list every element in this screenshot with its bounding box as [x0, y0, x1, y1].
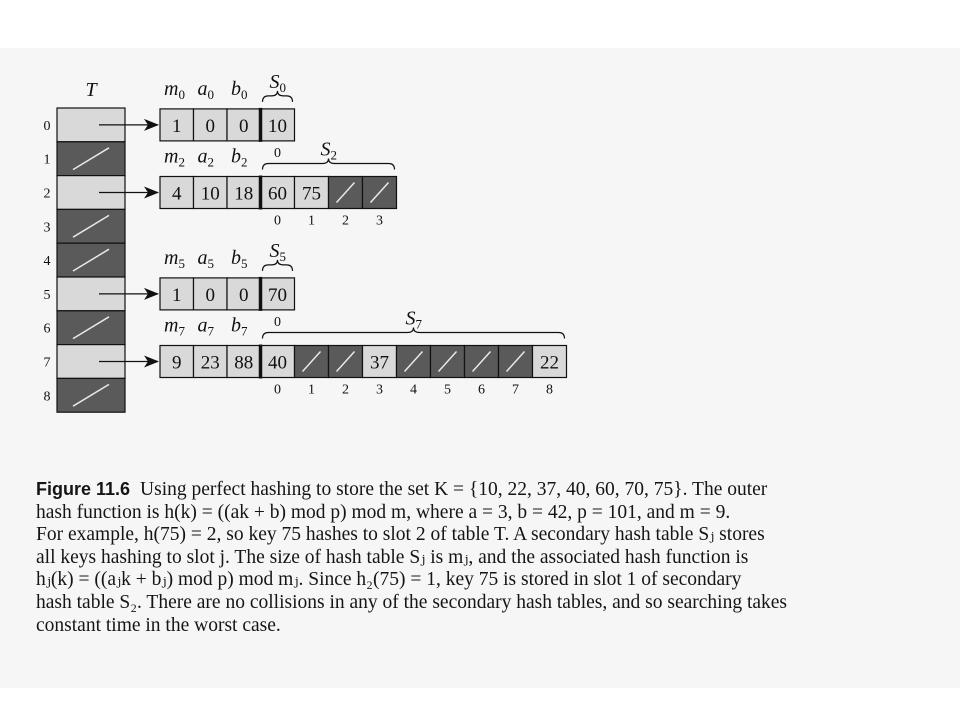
caption-line-1	[36, 478, 956, 502]
secondary-table-label-s5: $S_5$	[269, 239, 286, 264]
caption-label: Figure 11.6	[36, 479, 131, 499]
param-value-s2-0: 4	[172, 183, 182, 205]
slot-index-s7-2: 2	[342, 382, 349, 398]
param-label-a5: $a_5$	[197, 246, 214, 271]
page-background	[0, 48, 960, 688]
param-label-m0: $m_0$	[164, 77, 185, 102]
slot-value-s7-3: 37	[370, 352, 389, 374]
figure-caption	[36, 478, 956, 637]
param-label-a7: $a_7$	[197, 314, 214, 339]
outer-row-index-4: 4	[43, 254, 51, 270]
param-label-m7: $m_7$	[164, 314, 185, 339]
slot-value-s2-0: 60	[268, 183, 287, 205]
param-value-s0-2: 0	[239, 115, 249, 137]
caption-line-5: hⱼ(k) = ((aⱼk + bⱼ) mod p) mod mⱼ. Since h₂(75) = 1, key 75 is stored in slot 1 of secondary	[36, 569, 742, 591]
outer-row-index-8: 8	[43, 389, 51, 405]
slot-value-s7-0: 40	[268, 352, 287, 374]
outer-row-index-5: 5	[43, 287, 51, 303]
param-value-s7-1: 23	[200, 352, 220, 374]
slot-index-s7-5: 5	[444, 382, 451, 398]
perfect-hashing-figure	[0, 48, 960, 508]
slot-index-s7-8: 8	[546, 382, 553, 398]
param-value-s7-2: 88	[234, 352, 254, 374]
param-value-s2-1: 10	[200, 183, 220, 205]
slot-index-s7-1: 1	[308, 382, 315, 398]
caption-line-6: hash table S₂. There are no collisions in any of the secondary hash tables, and so searching takes	[36, 591, 788, 613]
param-label-b5: $b_5$	[231, 246, 248, 271]
slot-index-s7-7: 7	[512, 382, 519, 398]
slot-value-s7-8: 22	[540, 352, 559, 374]
param-label-a2: $a_2$	[197, 145, 214, 170]
secondary-table-label-s7: $S_7$	[405, 307, 422, 332]
slot-value-s5-0: 70	[268, 284, 287, 306]
param-label-m2: $m_2$	[164, 145, 185, 170]
param-label-b0: $b_0$	[231, 77, 248, 102]
param-value-s0-0: 1	[172, 115, 182, 137]
caption-line-3: For example, h(75) = 2, so key 75 hashes to slot 2 of table T. A secondary hash table Sⱼ stores	[36, 524, 765, 546]
param-value-s5-0: 1	[172, 284, 182, 306]
secondary-table-label-s2: $S_2$	[320, 138, 337, 163]
figure-svg	[0, 48, 960, 468]
caption-text-1: Using perfect hashing to store the set K = {10, 22, 37, 40, 60, 70, 75}. The outer	[140, 479, 768, 500]
param-value-s0-1: 0	[205, 115, 215, 137]
caption-line-2: hash function is h(k) = ((ak + b) mod p) mod m, where a = 3, b = 42, p = 101, and m = 9.	[36, 501, 731, 523]
slot-index-s5-0: 0	[274, 314, 281, 330]
slot-index-s7-4: 4	[410, 382, 417, 398]
caption-line-7: constant time in the worst case.	[36, 614, 281, 636]
slot-index-s7-3: 3	[376, 382, 383, 398]
slot-index-s7-0: 0	[274, 382, 281, 398]
outer-table-label: T	[85, 79, 97, 101]
slot-index-s2-0: 0	[274, 213, 281, 229]
param-label-b2: $b_2$	[231, 145, 248, 170]
param-value-s2-2: 18	[234, 183, 254, 205]
outer-row-index-7: 7	[43, 355, 51, 371]
outer-row-index-1: 1	[43, 152, 51, 168]
param-label-a0: $a_0$	[197, 77, 214, 102]
outer-row-index-0: 0	[43, 118, 51, 134]
param-value-s5-1: 0	[205, 284, 215, 306]
param-label-m5: $m_5$	[164, 246, 185, 271]
param-value-s7-0: 9	[172, 352, 182, 374]
slot-value-s0-0: 10	[268, 115, 287, 137]
slot-index-s7-6: 6	[478, 382, 485, 398]
slot-index-s2-2: 2	[342, 213, 349, 229]
outer-row-index-3: 3	[43, 220, 51, 236]
param-value-s5-2: 0	[239, 284, 249, 306]
slot-index-s2-3: 3	[376, 213, 383, 229]
param-label-b7: $b_7$	[231, 314, 248, 339]
slot-value-s2-1: 75	[302, 183, 321, 205]
slot-index-s2-1: 1	[308, 213, 315, 229]
caption-line-4: all keys hashing to slot j. The size of hash table Sⱼ is mⱼ, and the associated hash function is	[36, 546, 749, 568]
secondary-table-label-s0: $S_0$	[269, 70, 286, 95]
slot-index-s0-0: 0	[274, 145, 281, 161]
outer-row-index-2: 2	[43, 186, 51, 202]
outer-row-index-6: 6	[43, 321, 51, 337]
